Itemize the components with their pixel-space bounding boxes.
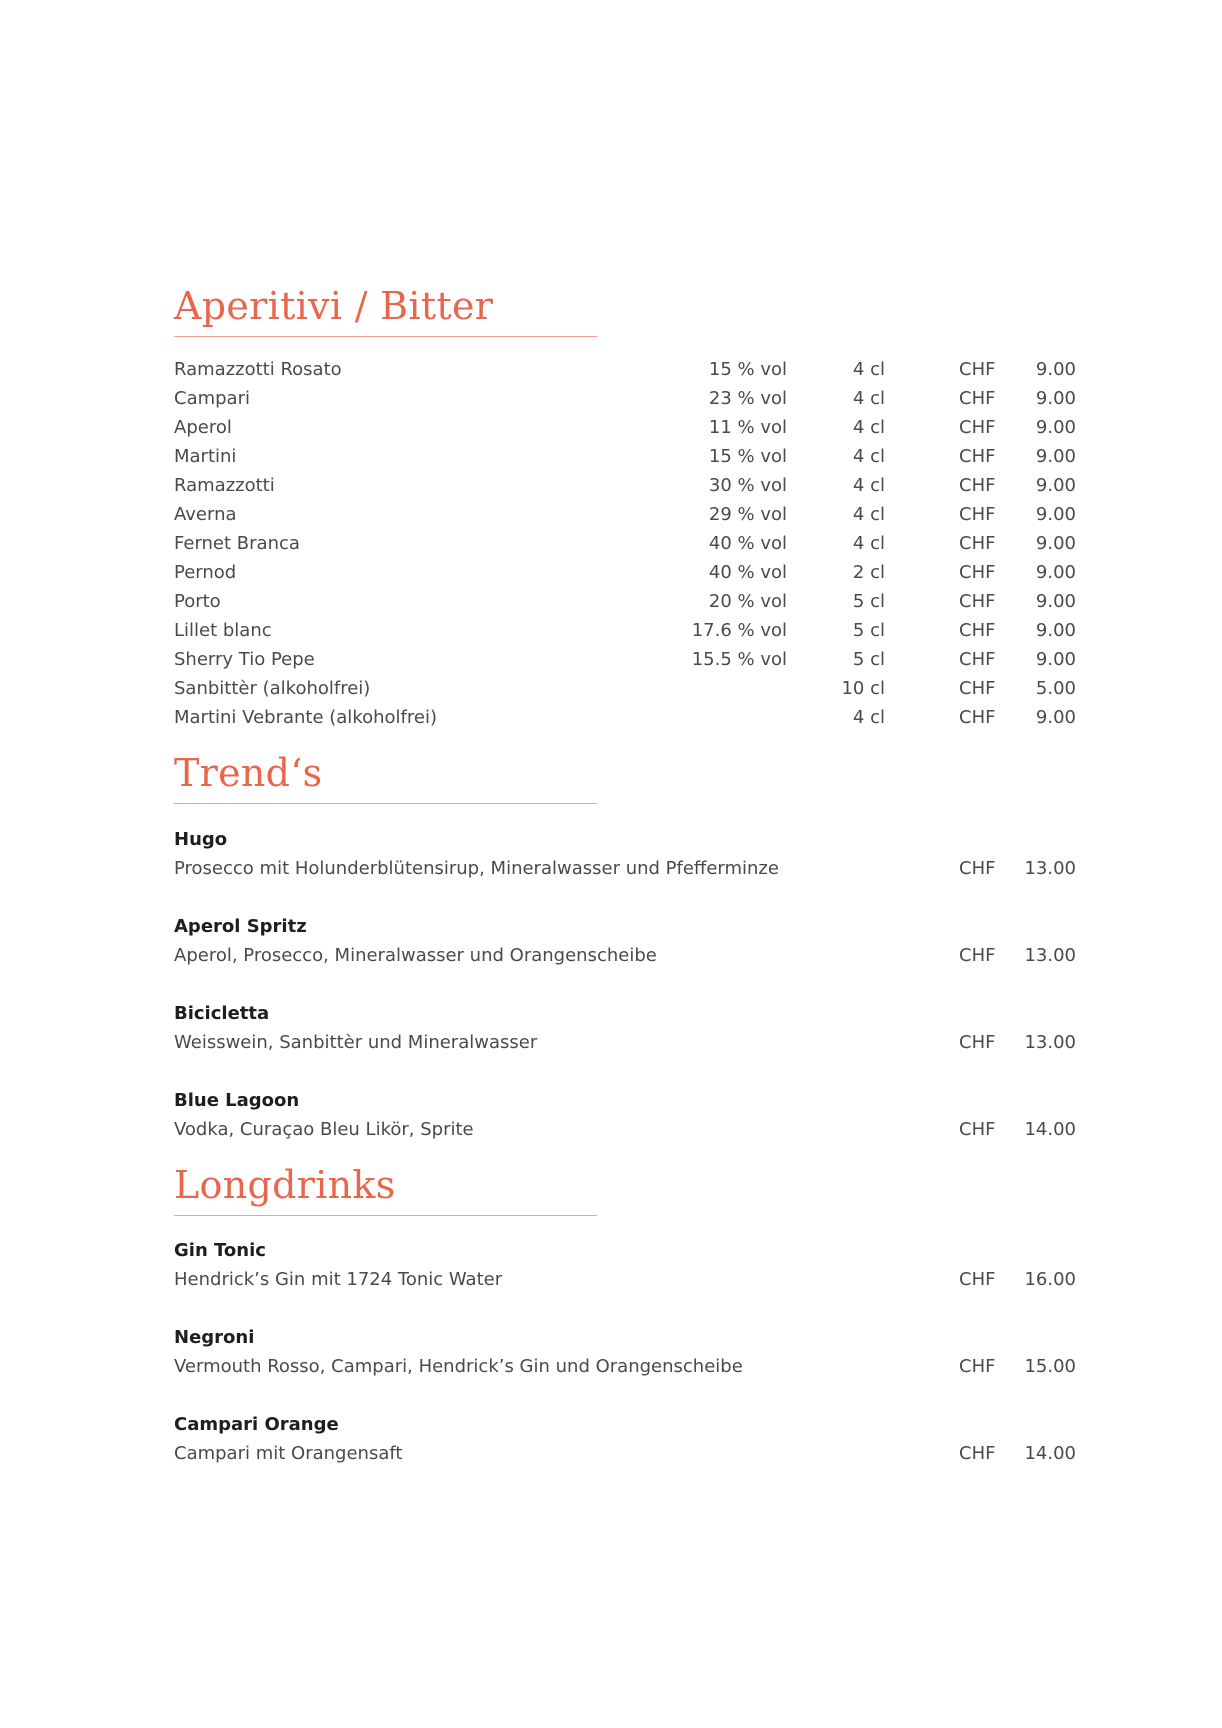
item-volume-cl: 4 cl [852, 417, 885, 438]
section-title-longdrinks: Longdrinks [174, 1163, 396, 1207]
item-name: Negroni [174, 1327, 255, 1348]
item-price: 9.00 [1035, 504, 1076, 525]
item-vol: 23 % vol [708, 388, 787, 409]
section-divider [174, 803, 597, 804]
item-volume-cl: 4 cl [852, 446, 885, 467]
item-currency: CHF [959, 1356, 996, 1377]
item-price: 9.00 [1035, 649, 1076, 670]
item-description: Hendrick’s Gin mit 1724 Tonic Water [174, 1269, 503, 1290]
item-currency: CHF [959, 620, 996, 641]
item-currency: CHF [959, 858, 996, 879]
item-name: Pernod [174, 562, 237, 583]
item-price: 9.00 [1035, 562, 1076, 583]
item-price: 15.00 [1024, 1356, 1076, 1377]
item-name: Ramazzotti [174, 475, 275, 496]
item-name: Campari Orange [174, 1414, 339, 1435]
item-price: 9.00 [1035, 620, 1076, 641]
item-name: Sherry Tio Pepe [174, 649, 315, 670]
item-currency: CHF [959, 707, 996, 728]
item-name: Fernet Branca [174, 533, 300, 554]
item-volume-cl: 4 cl [852, 359, 885, 380]
item-vol: 11 % vol [708, 417, 787, 438]
item-price: 9.00 [1035, 359, 1076, 380]
item-price: 16.00 [1024, 1269, 1076, 1290]
item-volume-cl: 4 cl [852, 475, 885, 496]
item-name: Bicicletta [174, 1003, 270, 1024]
item-price: 13.00 [1024, 945, 1076, 966]
item-price: 9.00 [1035, 533, 1076, 554]
item-currency: CHF [959, 1032, 996, 1053]
item-price: 9.00 [1035, 475, 1076, 496]
item-name: Campari [174, 388, 250, 409]
item-currency: CHF [959, 591, 996, 612]
list-item [0, 559, 1222, 587]
item-vol: 30 % vol [708, 475, 787, 496]
item-volume-cl: 2 cl [852, 562, 885, 583]
list-item [0, 1324, 1222, 1384]
list-item [0, 617, 1222, 645]
item-name: Porto [174, 591, 221, 612]
item-description: Vodka, Curaçao Bleu Likör, Sprite [174, 1119, 474, 1140]
item-vol: 15 % vol [708, 446, 787, 467]
list-item [0, 414, 1222, 442]
item-name: Gin Tonic [174, 1240, 266, 1261]
item-price: 9.00 [1035, 591, 1076, 612]
item-currency: CHF [959, 388, 996, 409]
item-vol: 40 % vol [708, 562, 787, 583]
item-currency: CHF [959, 475, 996, 496]
item-currency: CHF [959, 504, 996, 525]
list-item [0, 588, 1222, 616]
list-item [0, 385, 1222, 413]
section-divider [174, 1215, 597, 1216]
list-item [0, 501, 1222, 529]
item-description: Weisswein, Sanbittèr und Mineralwasser [174, 1032, 538, 1053]
item-description: Aperol, Prosecco, Mineralwasser und Orangenscheibe [174, 945, 657, 966]
item-currency: CHF [959, 1119, 996, 1140]
item-vol: 15.5 % vol [691, 649, 787, 670]
item-currency: CHF [959, 417, 996, 438]
item-price: 5.00 [1035, 678, 1076, 699]
item-price: 9.00 [1035, 446, 1076, 467]
item-vol: 17.6 % vol [691, 620, 787, 641]
item-currency: CHF [959, 533, 996, 554]
item-price: 14.00 [1024, 1119, 1076, 1140]
item-volume-cl: 4 cl [852, 388, 885, 409]
item-price: 9.00 [1035, 417, 1076, 438]
item-name: Lillet blanc [174, 620, 272, 641]
item-volume-cl: 5 cl [852, 649, 885, 670]
section-divider [174, 336, 597, 337]
item-currency: CHF [959, 649, 996, 670]
item-volume-cl: 4 cl [852, 707, 885, 728]
item-volume-cl: 5 cl [852, 591, 885, 612]
list-item [0, 472, 1222, 500]
list-item [0, 1411, 1222, 1471]
item-price: 9.00 [1035, 707, 1076, 728]
list-item [0, 1087, 1222, 1147]
item-vol: 29 % vol [708, 504, 787, 525]
item-name: Aperol [174, 417, 232, 438]
item-description: Campari mit Orangensaft [174, 1443, 403, 1464]
item-volume-cl: 10 cl [841, 678, 885, 699]
item-currency: CHF [959, 359, 996, 380]
item-volume-cl: 4 cl [852, 504, 885, 525]
item-price: 9.00 [1035, 388, 1076, 409]
item-name: Martini Vebrante (alkoholfrei) [174, 707, 437, 728]
item-price: 13.00 [1024, 1032, 1076, 1053]
section-title-trends: Trend‘s [174, 751, 323, 795]
list-item [0, 913, 1222, 973]
item-currency: CHF [959, 562, 996, 583]
item-currency: CHF [959, 446, 996, 467]
list-item [0, 1237, 1222, 1297]
list-item [0, 826, 1222, 886]
item-name: Ramazzotti Rosato [174, 359, 342, 380]
list-item [0, 646, 1222, 674]
item-price: 13.00 [1024, 858, 1076, 879]
item-name: Averna [174, 504, 237, 525]
item-price: 14.00 [1024, 1443, 1076, 1464]
item-currency: CHF [959, 1443, 996, 1464]
item-currency: CHF [959, 1269, 996, 1290]
section-title-aperitivi: Aperitivi / Bitter [174, 284, 494, 328]
item-name: Aperol Spritz [174, 916, 307, 937]
item-volume-cl: 5 cl [852, 620, 885, 641]
item-currency: CHF [959, 945, 996, 966]
list-item [0, 443, 1222, 471]
item-vol: 20 % vol [708, 591, 787, 612]
list-item [0, 356, 1222, 384]
list-item [0, 1000, 1222, 1060]
item-vol: 15 % vol [708, 359, 787, 380]
list-item [0, 530, 1222, 558]
list-item [0, 704, 1222, 732]
list-item [0, 675, 1222, 703]
item-name: Martini [174, 446, 237, 467]
item-description: Vermouth Rosso, Campari, Hendrick’s Gin und Orangenscheibe [174, 1356, 743, 1377]
item-vol: 40 % vol [708, 533, 787, 554]
item-name: Blue Lagoon [174, 1090, 300, 1111]
item-volume-cl: 4 cl [852, 533, 885, 554]
item-name: Sanbittèr (alkoholfrei) [174, 678, 371, 699]
item-name: Hugo [174, 829, 228, 850]
item-currency: CHF [959, 678, 996, 699]
item-description: Prosecco mit Holunderblütensirup, Mineralwasser und Pfefferminze [174, 858, 779, 879]
